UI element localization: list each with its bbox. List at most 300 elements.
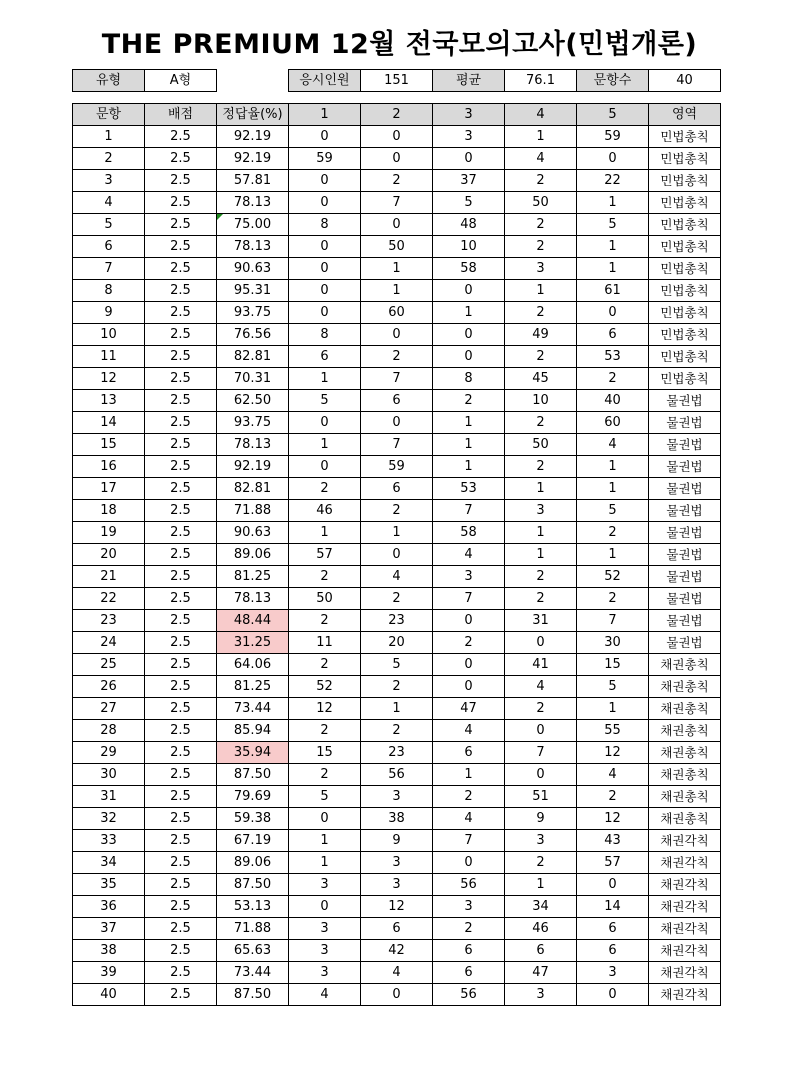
choice-5-count-cell[interactable]: 30 bbox=[577, 632, 649, 654]
choice-5-count-cell[interactable]: 1 bbox=[577, 478, 649, 500]
choice-5-count-cell[interactable]: 40 bbox=[577, 390, 649, 412]
choice-2-count-cell[interactable]: 3 bbox=[361, 874, 433, 896]
choice-3-count-cell[interactable]: 56 bbox=[433, 874, 505, 896]
choice-5-count-cell[interactable]: 5 bbox=[577, 214, 649, 236]
choice-5-count-cell[interactable]: 60 bbox=[577, 412, 649, 434]
choice-4-count-cell[interactable]: 2 bbox=[505, 302, 577, 324]
choice-1-count-cell[interactable]: 50 bbox=[289, 588, 361, 610]
choice-2-count-cell[interactable]: 50 bbox=[361, 236, 433, 258]
choice-3-count-cell[interactable]: 2 bbox=[433, 632, 505, 654]
points-cell[interactable]: 2.5 bbox=[145, 412, 217, 434]
choice-3-count-cell[interactable]: 0 bbox=[433, 346, 505, 368]
choice-2-count-cell[interactable]: 0 bbox=[361, 324, 433, 346]
choice-5-count-cell[interactable]: 5 bbox=[577, 676, 649, 698]
subject-area-cell[interactable]: 채권각칙 bbox=[649, 962, 721, 984]
question-number-cell[interactable]: 19 bbox=[73, 522, 145, 544]
correct-rate-cell[interactable]: 81.25 bbox=[217, 566, 289, 588]
question-number-cell[interactable]: 2 bbox=[73, 148, 145, 170]
question-number-cell[interactable]: 35 bbox=[73, 874, 145, 896]
points-cell[interactable]: 2.5 bbox=[145, 434, 217, 456]
choice-4-count-cell[interactable]: 1 bbox=[505, 874, 577, 896]
correct-rate-cell[interactable]: 57.81 bbox=[217, 170, 289, 192]
question-number-cell[interactable]: 12 bbox=[73, 368, 145, 390]
choice-3-count-cell[interactable]: 0 bbox=[433, 148, 505, 170]
question-number-cell[interactable]: 32 bbox=[73, 808, 145, 830]
choice-5-count-cell[interactable]: 2 bbox=[577, 368, 649, 390]
header-choice-3-count[interactable]: 3 bbox=[433, 104, 505, 126]
question-number-cell[interactable]: 20 bbox=[73, 544, 145, 566]
choice-4-count-cell[interactable]: 2 bbox=[505, 588, 577, 610]
correct-rate-cell[interactable]: 89.06 bbox=[217, 852, 289, 874]
question-number-cell[interactable]: 33 bbox=[73, 830, 145, 852]
choice-1-count-cell[interactable]: 1 bbox=[289, 434, 361, 456]
choice-2-count-cell[interactable]: 6 bbox=[361, 918, 433, 940]
points-cell[interactable]: 2.5 bbox=[145, 192, 217, 214]
subject-area-cell[interactable]: 채권총칙 bbox=[649, 742, 721, 764]
choice-5-count-cell[interactable]: 22 bbox=[577, 170, 649, 192]
choice-3-count-cell[interactable]: 0 bbox=[433, 610, 505, 632]
choice-1-count-cell[interactable]: 1 bbox=[289, 830, 361, 852]
question-number-cell[interactable]: 13 bbox=[73, 390, 145, 412]
choice-3-count-cell[interactable]: 1 bbox=[433, 764, 505, 786]
choice-3-count-cell[interactable]: 10 bbox=[433, 236, 505, 258]
average-value[interactable]: 76.1 bbox=[505, 70, 577, 92]
choice-4-count-cell[interactable]: 2 bbox=[505, 170, 577, 192]
header-subject-area[interactable]: 영역 bbox=[649, 104, 721, 126]
choice-5-count-cell[interactable]: 1 bbox=[577, 258, 649, 280]
choice-4-count-cell[interactable]: 1 bbox=[505, 544, 577, 566]
choice-2-count-cell[interactable]: 2 bbox=[361, 588, 433, 610]
choice-3-count-cell[interactable]: 4 bbox=[433, 544, 505, 566]
choice-4-count-cell[interactable]: 49 bbox=[505, 324, 577, 346]
header-choice-1-count[interactable]: 1 bbox=[289, 104, 361, 126]
question-number-cell[interactable]: 4 bbox=[73, 192, 145, 214]
correct-rate-cell[interactable]: 70.31 bbox=[217, 368, 289, 390]
choice-3-count-cell[interactable]: 6 bbox=[433, 962, 505, 984]
choice-4-count-cell[interactable]: 41 bbox=[505, 654, 577, 676]
choice-5-count-cell[interactable]: 0 bbox=[577, 302, 649, 324]
question-number-cell[interactable]: 40 bbox=[73, 984, 145, 1006]
choice-1-count-cell[interactable]: 52 bbox=[289, 676, 361, 698]
choice-3-count-cell[interactable]: 0 bbox=[433, 676, 505, 698]
choice-2-count-cell[interactable]: 0 bbox=[361, 126, 433, 148]
subject-area-cell[interactable]: 채권총칙 bbox=[649, 698, 721, 720]
choice-1-count-cell[interactable]: 4 bbox=[289, 984, 361, 1006]
type-label[interactable]: 유형 bbox=[73, 70, 145, 92]
subject-area-cell[interactable]: 채권각칙 bbox=[649, 896, 721, 918]
choice-1-count-cell[interactable]: 1 bbox=[289, 368, 361, 390]
choice-2-count-cell[interactable]: 2 bbox=[361, 346, 433, 368]
points-cell[interactable]: 2.5 bbox=[145, 918, 217, 940]
choice-4-count-cell[interactable]: 2 bbox=[505, 566, 577, 588]
choice-4-count-cell[interactable]: 7 bbox=[505, 742, 577, 764]
choice-3-count-cell[interactable]: 7 bbox=[433, 588, 505, 610]
correct-rate-cell[interactable]: 93.75 bbox=[217, 302, 289, 324]
choice-4-count-cell[interactable]: 4 bbox=[505, 148, 577, 170]
choice-4-count-cell[interactable]: 50 bbox=[505, 434, 577, 456]
choice-2-count-cell[interactable]: 1 bbox=[361, 698, 433, 720]
choice-5-count-cell[interactable]: 2 bbox=[577, 786, 649, 808]
points-cell[interactable]: 2.5 bbox=[145, 544, 217, 566]
choice-3-count-cell[interactable]: 47 bbox=[433, 698, 505, 720]
choice-2-count-cell[interactable]: 1 bbox=[361, 522, 433, 544]
choice-4-count-cell[interactable]: 3 bbox=[505, 500, 577, 522]
choice-5-count-cell[interactable]: 57 bbox=[577, 852, 649, 874]
correct-rate-cell[interactable]: 85.94 bbox=[217, 720, 289, 742]
question-number-cell[interactable]: 28 bbox=[73, 720, 145, 742]
subject-area-cell[interactable]: 채권각칙 bbox=[649, 984, 721, 1006]
question-number-cell[interactable]: 23 bbox=[73, 610, 145, 632]
subject-area-cell[interactable]: 채권총칙 bbox=[649, 720, 721, 742]
choice-2-count-cell[interactable]: 0 bbox=[361, 214, 433, 236]
question-number-cell[interactable]: 31 bbox=[73, 786, 145, 808]
choice-1-count-cell[interactable]: 3 bbox=[289, 874, 361, 896]
choice-5-count-cell[interactable]: 1 bbox=[577, 456, 649, 478]
choice-5-count-cell[interactable]: 52 bbox=[577, 566, 649, 588]
header-choice-2-count[interactable]: 2 bbox=[361, 104, 433, 126]
subject-area-cell[interactable]: 채권각칙 bbox=[649, 918, 721, 940]
choice-3-count-cell[interactable]: 2 bbox=[433, 786, 505, 808]
points-cell[interactable]: 2.5 bbox=[145, 302, 217, 324]
choice-2-count-cell[interactable]: 5 bbox=[361, 654, 433, 676]
question-number-cell[interactable]: 15 bbox=[73, 434, 145, 456]
choice-5-count-cell[interactable]: 4 bbox=[577, 434, 649, 456]
question-number-cell[interactable]: 9 bbox=[73, 302, 145, 324]
choice-5-count-cell[interactable]: 6 bbox=[577, 940, 649, 962]
choice-1-count-cell[interactable]: 5 bbox=[289, 786, 361, 808]
choice-2-count-cell[interactable]: 56 bbox=[361, 764, 433, 786]
choice-3-count-cell[interactable]: 1 bbox=[433, 412, 505, 434]
subject-area-cell[interactable]: 민법총칙 bbox=[649, 258, 721, 280]
choice-1-count-cell[interactable]: 12 bbox=[289, 698, 361, 720]
choice-2-count-cell[interactable]: 2 bbox=[361, 720, 433, 742]
choice-1-count-cell[interactable]: 0 bbox=[289, 896, 361, 918]
subject-area-cell[interactable]: 민법총칙 bbox=[649, 346, 721, 368]
choice-1-count-cell[interactable]: 0 bbox=[289, 192, 361, 214]
question-number-cell[interactable]: 1 bbox=[73, 126, 145, 148]
choice-1-count-cell[interactable]: 2 bbox=[289, 764, 361, 786]
question-number-cell[interactable]: 3 bbox=[73, 170, 145, 192]
question-number-cell[interactable]: 8 bbox=[73, 280, 145, 302]
subject-area-cell[interactable]: 채권각칙 bbox=[649, 852, 721, 874]
choice-2-count-cell[interactable]: 6 bbox=[361, 478, 433, 500]
choice-3-count-cell[interactable]: 6 bbox=[433, 940, 505, 962]
correct-rate-cell[interactable]: 35.94 bbox=[217, 742, 289, 764]
choice-4-count-cell[interactable]: 50 bbox=[505, 192, 577, 214]
subject-area-cell[interactable]: 물권법 bbox=[649, 566, 721, 588]
choice-4-count-cell[interactable]: 3 bbox=[505, 258, 577, 280]
correct-rate-cell[interactable]: 73.44 bbox=[217, 962, 289, 984]
subject-area-cell[interactable]: 채권총칙 bbox=[649, 808, 721, 830]
correct-rate-cell[interactable]: 76.56 bbox=[217, 324, 289, 346]
header-correct-rate[interactable]: 정답율(%) bbox=[217, 104, 289, 126]
subject-area-cell[interactable]: 민법총칙 bbox=[649, 192, 721, 214]
points-cell[interactable]: 2.5 bbox=[145, 786, 217, 808]
points-cell[interactable]: 2.5 bbox=[145, 456, 217, 478]
choice-3-count-cell[interactable]: 48 bbox=[433, 214, 505, 236]
choice-1-count-cell[interactable]: 8 bbox=[289, 214, 361, 236]
subject-area-cell[interactable]: 채권각칙 bbox=[649, 874, 721, 896]
choice-3-count-cell[interactable]: 2 bbox=[433, 918, 505, 940]
choice-4-count-cell[interactable]: 2 bbox=[505, 412, 577, 434]
choice-1-count-cell[interactable]: 57 bbox=[289, 544, 361, 566]
question-number-cell[interactable]: 29 bbox=[73, 742, 145, 764]
choice-5-count-cell[interactable]: 43 bbox=[577, 830, 649, 852]
choice-2-count-cell[interactable]: 4 bbox=[361, 962, 433, 984]
points-cell[interactable]: 2.5 bbox=[145, 654, 217, 676]
choice-1-count-cell[interactable]: 2 bbox=[289, 478, 361, 500]
choice-3-count-cell[interactable]: 8 bbox=[433, 368, 505, 390]
choice-3-count-cell[interactable]: 7 bbox=[433, 500, 505, 522]
points-cell[interactable]: 2.5 bbox=[145, 324, 217, 346]
choice-3-count-cell[interactable]: 0 bbox=[433, 324, 505, 346]
correct-rate-cell[interactable]: 81.25 bbox=[217, 676, 289, 698]
correct-rate-cell[interactable]: 92.19 bbox=[217, 456, 289, 478]
choice-2-count-cell[interactable]: 60 bbox=[361, 302, 433, 324]
choice-2-count-cell[interactable]: 1 bbox=[361, 258, 433, 280]
choice-2-count-cell[interactable]: 2 bbox=[361, 676, 433, 698]
subject-area-cell[interactable]: 민법총칙 bbox=[649, 324, 721, 346]
choice-5-count-cell[interactable]: 12 bbox=[577, 742, 649, 764]
correct-rate-cell[interactable]: 82.81 bbox=[217, 346, 289, 368]
choice-3-count-cell[interactable]: 1 bbox=[433, 302, 505, 324]
question-number-cell[interactable]: 39 bbox=[73, 962, 145, 984]
choice-5-count-cell[interactable]: 2 bbox=[577, 588, 649, 610]
choice-4-count-cell[interactable]: 34 bbox=[505, 896, 577, 918]
subject-area-cell[interactable]: 민법총칙 bbox=[649, 148, 721, 170]
points-cell[interactable]: 2.5 bbox=[145, 588, 217, 610]
correct-rate-cell[interactable]: 78.13 bbox=[217, 236, 289, 258]
choice-4-count-cell[interactable]: 1 bbox=[505, 126, 577, 148]
choice-4-count-cell[interactable]: 2 bbox=[505, 852, 577, 874]
choice-2-count-cell[interactable]: 23 bbox=[361, 610, 433, 632]
choice-1-count-cell[interactable]: 3 bbox=[289, 962, 361, 984]
points-cell[interactable]: 2.5 bbox=[145, 940, 217, 962]
choice-1-count-cell[interactable]: 1 bbox=[289, 852, 361, 874]
header-question-number[interactable]: 문항 bbox=[73, 104, 145, 126]
points-cell[interactable]: 2.5 bbox=[145, 610, 217, 632]
choice-4-count-cell[interactable]: 9 bbox=[505, 808, 577, 830]
choice-2-count-cell[interactable]: 6 bbox=[361, 390, 433, 412]
correct-rate-cell[interactable]: 31.25 bbox=[217, 632, 289, 654]
points-cell[interactable]: 2.5 bbox=[145, 852, 217, 874]
subject-area-cell[interactable]: 민법총칙 bbox=[649, 280, 721, 302]
choice-3-count-cell[interactable]: 4 bbox=[433, 808, 505, 830]
type-value[interactable]: A형 bbox=[145, 70, 217, 92]
question-number-cell[interactable]: 11 bbox=[73, 346, 145, 368]
points-cell[interactable]: 2.5 bbox=[145, 368, 217, 390]
correct-rate-cell[interactable]: 62.50 bbox=[217, 390, 289, 412]
choice-4-count-cell[interactable]: 47 bbox=[505, 962, 577, 984]
choice-3-count-cell[interactable]: 3 bbox=[433, 126, 505, 148]
choice-5-count-cell[interactable]: 2 bbox=[577, 522, 649, 544]
subject-area-cell[interactable]: 물권법 bbox=[649, 588, 721, 610]
choice-5-count-cell[interactable]: 61 bbox=[577, 280, 649, 302]
choice-1-count-cell[interactable]: 0 bbox=[289, 456, 361, 478]
correct-rate-cell[interactable]: 89.06 bbox=[217, 544, 289, 566]
choice-3-count-cell[interactable]: 58 bbox=[433, 258, 505, 280]
correct-rate-cell[interactable]: 95.31 bbox=[217, 280, 289, 302]
choice-3-count-cell[interactable]: 58 bbox=[433, 522, 505, 544]
points-cell[interactable]: 2.5 bbox=[145, 808, 217, 830]
correct-rate-cell[interactable]: 67.19 bbox=[217, 830, 289, 852]
question-number-cell[interactable]: 38 bbox=[73, 940, 145, 962]
choice-2-count-cell[interactable]: 59 bbox=[361, 456, 433, 478]
choice-5-count-cell[interactable]: 0 bbox=[577, 874, 649, 896]
question-number-cell[interactable]: 34 bbox=[73, 852, 145, 874]
choice-3-count-cell[interactable]: 6 bbox=[433, 742, 505, 764]
question-number-cell[interactable]: 7 bbox=[73, 258, 145, 280]
subject-area-cell[interactable]: 채권각칙 bbox=[649, 830, 721, 852]
question-number-cell[interactable]: 27 bbox=[73, 698, 145, 720]
correct-rate-cell[interactable]: 90.63 bbox=[217, 258, 289, 280]
choice-2-count-cell[interactable]: 0 bbox=[361, 984, 433, 1006]
choice-1-count-cell[interactable]: 0 bbox=[289, 236, 361, 258]
choice-4-count-cell[interactable]: 10 bbox=[505, 390, 577, 412]
choice-2-count-cell[interactable]: 7 bbox=[361, 192, 433, 214]
choice-2-count-cell[interactable]: 0 bbox=[361, 412, 433, 434]
correct-rate-cell[interactable]: 53.13 bbox=[217, 896, 289, 918]
points-cell[interactable]: 2.5 bbox=[145, 236, 217, 258]
choice-2-count-cell[interactable]: 4 bbox=[361, 566, 433, 588]
choice-1-count-cell[interactable]: 0 bbox=[289, 170, 361, 192]
choice-2-count-cell[interactable]: 7 bbox=[361, 434, 433, 456]
choice-1-count-cell[interactable]: 0 bbox=[289, 280, 361, 302]
subject-area-cell[interactable]: 물권법 bbox=[649, 500, 721, 522]
choice-3-count-cell[interactable]: 0 bbox=[433, 654, 505, 676]
choice-5-count-cell[interactable]: 6 bbox=[577, 918, 649, 940]
question-number-cell[interactable]: 5 bbox=[73, 214, 145, 236]
choice-5-count-cell[interactable]: 12 bbox=[577, 808, 649, 830]
correct-rate-cell[interactable]: 87.50 bbox=[217, 764, 289, 786]
subject-area-cell[interactable]: 채권총칙 bbox=[649, 786, 721, 808]
points-cell[interactable]: 2.5 bbox=[145, 676, 217, 698]
header-points[interactable]: 배점 bbox=[145, 104, 217, 126]
points-cell[interactable]: 2.5 bbox=[145, 126, 217, 148]
correct-rate-cell[interactable]: 90.63 bbox=[217, 522, 289, 544]
choice-4-count-cell[interactable]: 2 bbox=[505, 214, 577, 236]
choice-4-count-cell[interactable]: 3 bbox=[505, 984, 577, 1006]
points-cell[interactable]: 2.5 bbox=[145, 522, 217, 544]
choice-3-count-cell[interactable]: 5 bbox=[433, 192, 505, 214]
subject-area-cell[interactable]: 채권총칙 bbox=[649, 676, 721, 698]
choice-3-count-cell[interactable]: 53 bbox=[433, 478, 505, 500]
correct-rate-cell[interactable]: 87.50 bbox=[217, 984, 289, 1006]
choice-5-count-cell[interactable]: 53 bbox=[577, 346, 649, 368]
points-cell[interactable]: 2.5 bbox=[145, 170, 217, 192]
points-cell[interactable]: 2.5 bbox=[145, 632, 217, 654]
question-number-cell[interactable]: 6 bbox=[73, 236, 145, 258]
correct-rate-cell[interactable]: 82.81 bbox=[217, 478, 289, 500]
choice-2-count-cell[interactable]: 7 bbox=[361, 368, 433, 390]
choice-5-count-cell[interactable]: 0 bbox=[577, 984, 649, 1006]
question-number-cell[interactable]: 14 bbox=[73, 412, 145, 434]
choice-3-count-cell[interactable]: 56 bbox=[433, 984, 505, 1006]
subject-area-cell[interactable]: 민법총칙 bbox=[649, 368, 721, 390]
choice-3-count-cell[interactable]: 4 bbox=[433, 720, 505, 742]
points-cell[interactable]: 2.5 bbox=[145, 830, 217, 852]
points-cell[interactable]: 2.5 bbox=[145, 280, 217, 302]
choice-4-count-cell[interactable]: 1 bbox=[505, 280, 577, 302]
correct-rate-cell[interactable]: 75.00 bbox=[217, 214, 289, 236]
correct-rate-cell[interactable]: 73.44 bbox=[217, 698, 289, 720]
choice-4-count-cell[interactable]: 6 bbox=[505, 940, 577, 962]
takers-value[interactable]: 151 bbox=[361, 70, 433, 92]
choice-4-count-cell[interactable]: 2 bbox=[505, 236, 577, 258]
choice-4-count-cell[interactable]: 1 bbox=[505, 478, 577, 500]
points-cell[interactable]: 2.5 bbox=[145, 478, 217, 500]
choice-2-count-cell[interactable]: 0 bbox=[361, 148, 433, 170]
subject-area-cell[interactable]: 물권법 bbox=[649, 478, 721, 500]
question-number-cell[interactable]: 17 bbox=[73, 478, 145, 500]
subject-area-cell[interactable]: 물권법 bbox=[649, 610, 721, 632]
subject-area-cell[interactable]: 물권법 bbox=[649, 522, 721, 544]
choice-2-count-cell[interactable]: 23 bbox=[361, 742, 433, 764]
choice-1-count-cell[interactable]: 0 bbox=[289, 808, 361, 830]
question-number-cell[interactable]: 21 bbox=[73, 566, 145, 588]
subject-area-cell[interactable]: 물권법 bbox=[649, 544, 721, 566]
correct-rate-cell[interactable]: 92.19 bbox=[217, 148, 289, 170]
choice-1-count-cell[interactable]: 0 bbox=[289, 412, 361, 434]
choice-1-count-cell[interactable]: 8 bbox=[289, 324, 361, 346]
subject-area-cell[interactable]: 민법총칙 bbox=[649, 236, 721, 258]
question-number-cell[interactable]: 16 bbox=[73, 456, 145, 478]
choice-2-count-cell[interactable]: 12 bbox=[361, 896, 433, 918]
correct-rate-cell[interactable]: 78.13 bbox=[217, 434, 289, 456]
choice-1-count-cell[interactable]: 3 bbox=[289, 918, 361, 940]
choice-1-count-cell[interactable]: 2 bbox=[289, 654, 361, 676]
choice-5-count-cell[interactable]: 5 bbox=[577, 500, 649, 522]
points-cell[interactable]: 2.5 bbox=[145, 346, 217, 368]
correct-rate-cell[interactable]: 87.50 bbox=[217, 874, 289, 896]
choice-1-count-cell[interactable]: 2 bbox=[289, 566, 361, 588]
points-cell[interactable]: 2.5 bbox=[145, 874, 217, 896]
points-cell[interactable]: 2.5 bbox=[145, 720, 217, 742]
question-number-cell[interactable]: 30 bbox=[73, 764, 145, 786]
choice-5-count-cell[interactable]: 14 bbox=[577, 896, 649, 918]
choice-1-count-cell[interactable]: 2 bbox=[289, 610, 361, 632]
choice-5-count-cell[interactable]: 7 bbox=[577, 610, 649, 632]
choice-2-count-cell[interactable]: 1 bbox=[361, 280, 433, 302]
choice-1-count-cell[interactable]: 11 bbox=[289, 632, 361, 654]
header-choice-4-count[interactable]: 4 bbox=[505, 104, 577, 126]
points-cell[interactable]: 2.5 bbox=[145, 214, 217, 236]
subject-area-cell[interactable]: 민법총칙 bbox=[649, 126, 721, 148]
choice-2-count-cell[interactable]: 3 bbox=[361, 786, 433, 808]
question-number-cell[interactable]: 22 bbox=[73, 588, 145, 610]
choice-5-count-cell[interactable]: 1 bbox=[577, 236, 649, 258]
choice-3-count-cell[interactable]: 3 bbox=[433, 896, 505, 918]
choice-1-count-cell[interactable]: 0 bbox=[289, 258, 361, 280]
choice-3-count-cell[interactable]: 0 bbox=[433, 852, 505, 874]
points-cell[interactable]: 2.5 bbox=[145, 500, 217, 522]
choice-4-count-cell[interactable]: 31 bbox=[505, 610, 577, 632]
question-number-cell[interactable]: 18 bbox=[73, 500, 145, 522]
subject-area-cell[interactable]: 채권총칙 bbox=[649, 654, 721, 676]
points-cell[interactable]: 2.5 bbox=[145, 258, 217, 280]
subject-area-cell[interactable]: 물권법 bbox=[649, 632, 721, 654]
correct-rate-cell[interactable]: 79.69 bbox=[217, 786, 289, 808]
choice-4-count-cell[interactable]: 0 bbox=[505, 632, 577, 654]
correct-rate-cell[interactable]: 78.13 bbox=[217, 588, 289, 610]
subject-area-cell[interactable]: 물권법 bbox=[649, 434, 721, 456]
subject-area-cell[interactable]: 민법총칙 bbox=[649, 302, 721, 324]
choice-3-count-cell[interactable]: 3 bbox=[433, 566, 505, 588]
question-number-cell[interactable]: 26 bbox=[73, 676, 145, 698]
correct-rate-cell[interactable]: 93.75 bbox=[217, 412, 289, 434]
choice-1-count-cell[interactable]: 46 bbox=[289, 500, 361, 522]
choice-5-count-cell[interactable]: 59 bbox=[577, 126, 649, 148]
